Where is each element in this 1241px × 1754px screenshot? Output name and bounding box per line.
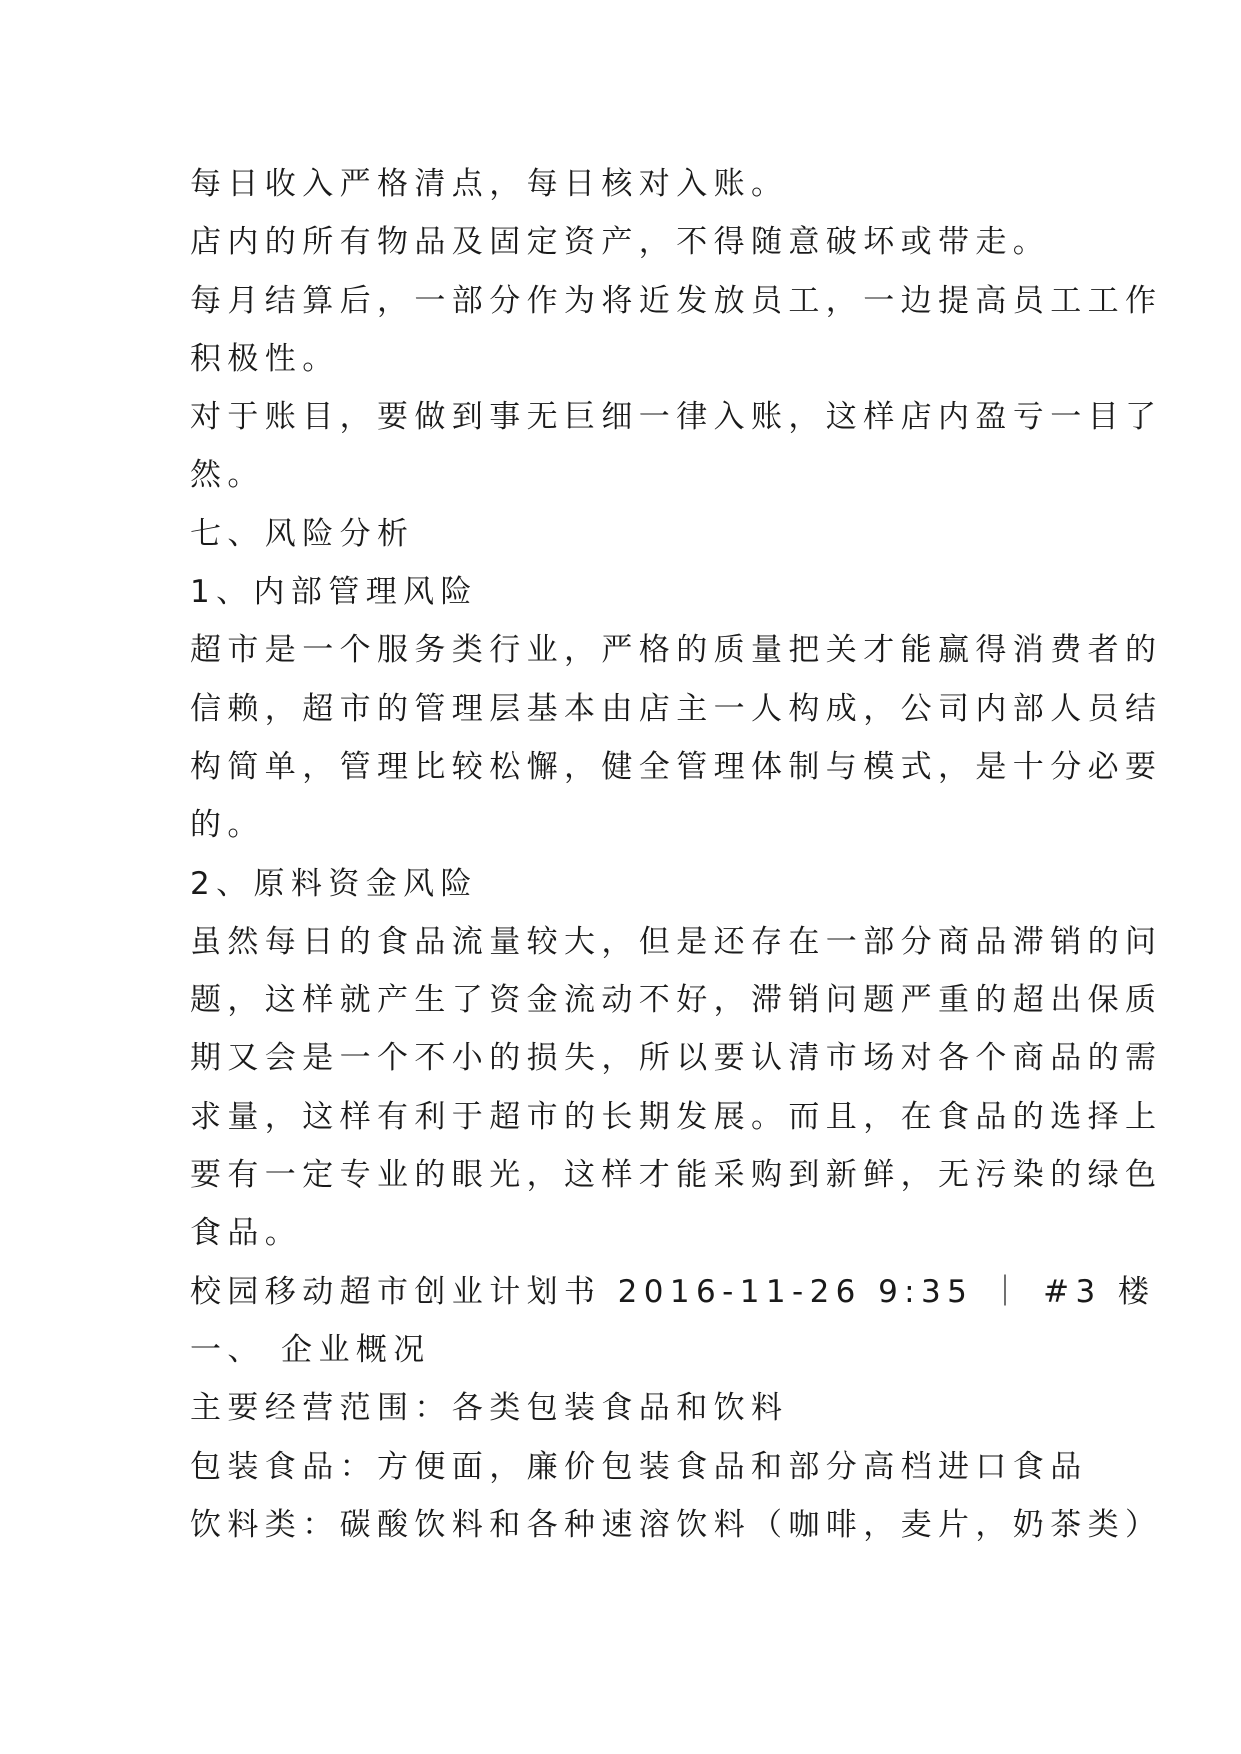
subsection-heading: 1、内部管理风险 [190,574,478,611]
text-line: 虽然每日的食品流量较大，但是还存在一部分商品滞销的问 [190,923,1163,960]
text-line: 信赖，超市的管理层基本由店主一人构成，公司内部人员结 [190,690,1163,727]
section-heading: 七、风险分析 [190,515,415,552]
text-line: 积极性。 [190,340,340,377]
text-line: 求量，这样有利于超市的长期发展。而且，在食品的选择上 [190,1098,1163,1135]
text-line: 包装食品：方便面，廉价包装食品和部分高档进口食品 [190,1448,1088,1485]
text-line: 要有一定专业的眼光，这样才能采购到新鲜，无污染的绿色 [190,1157,1163,1194]
text-line: 每日收入严格清点，每日核对入账。 [190,166,789,202]
subsection-heading: 2、原料资金风险 [190,865,478,902]
text-line: 主要经营范围：各类包装食品和饮料 [190,1390,789,1427]
post-header: 校园移动超市创业计划书 2016-11-26 9:35 ｜ #3 楼 [190,1273,1156,1310]
text-line: 店内的所有物品及固定资产，不得随意破坏或带走。 [190,224,1051,261]
document-body [190,155,1163,1554]
text-line: 对于账目，要做到事无巨细一律入账，这样店内盈亏一目了 [190,399,1163,436]
text-line: 的。 [190,807,265,844]
text-line: 构简单，管理比较松懈，健全管理体制与模式，是十分必要 [190,748,1163,785]
text-line: 每月结算后，一部分作为将近发放员工，一边提高员工工作 [190,282,1163,319]
text-line: 超市是一个服务类行业，严格的质量把关才能赢得消费者的 [190,632,1163,669]
text-line: 食品。 [190,1215,303,1252]
text-line: 期又会是一个不小的损失，所以要认清市场对各个商品的需 [190,1040,1163,1077]
text-line: 题，这样就产生了资金流动不好，滞销问题严重的超出保质 [190,982,1163,1019]
text-line: 然。 [190,457,265,494]
text-line: 饮料类：碳酸饮料和各种速溶饮料（咖啡，麦片，奶茶类） [190,1506,1163,1543]
section-heading: 一、 企业概况 [190,1331,431,1368]
